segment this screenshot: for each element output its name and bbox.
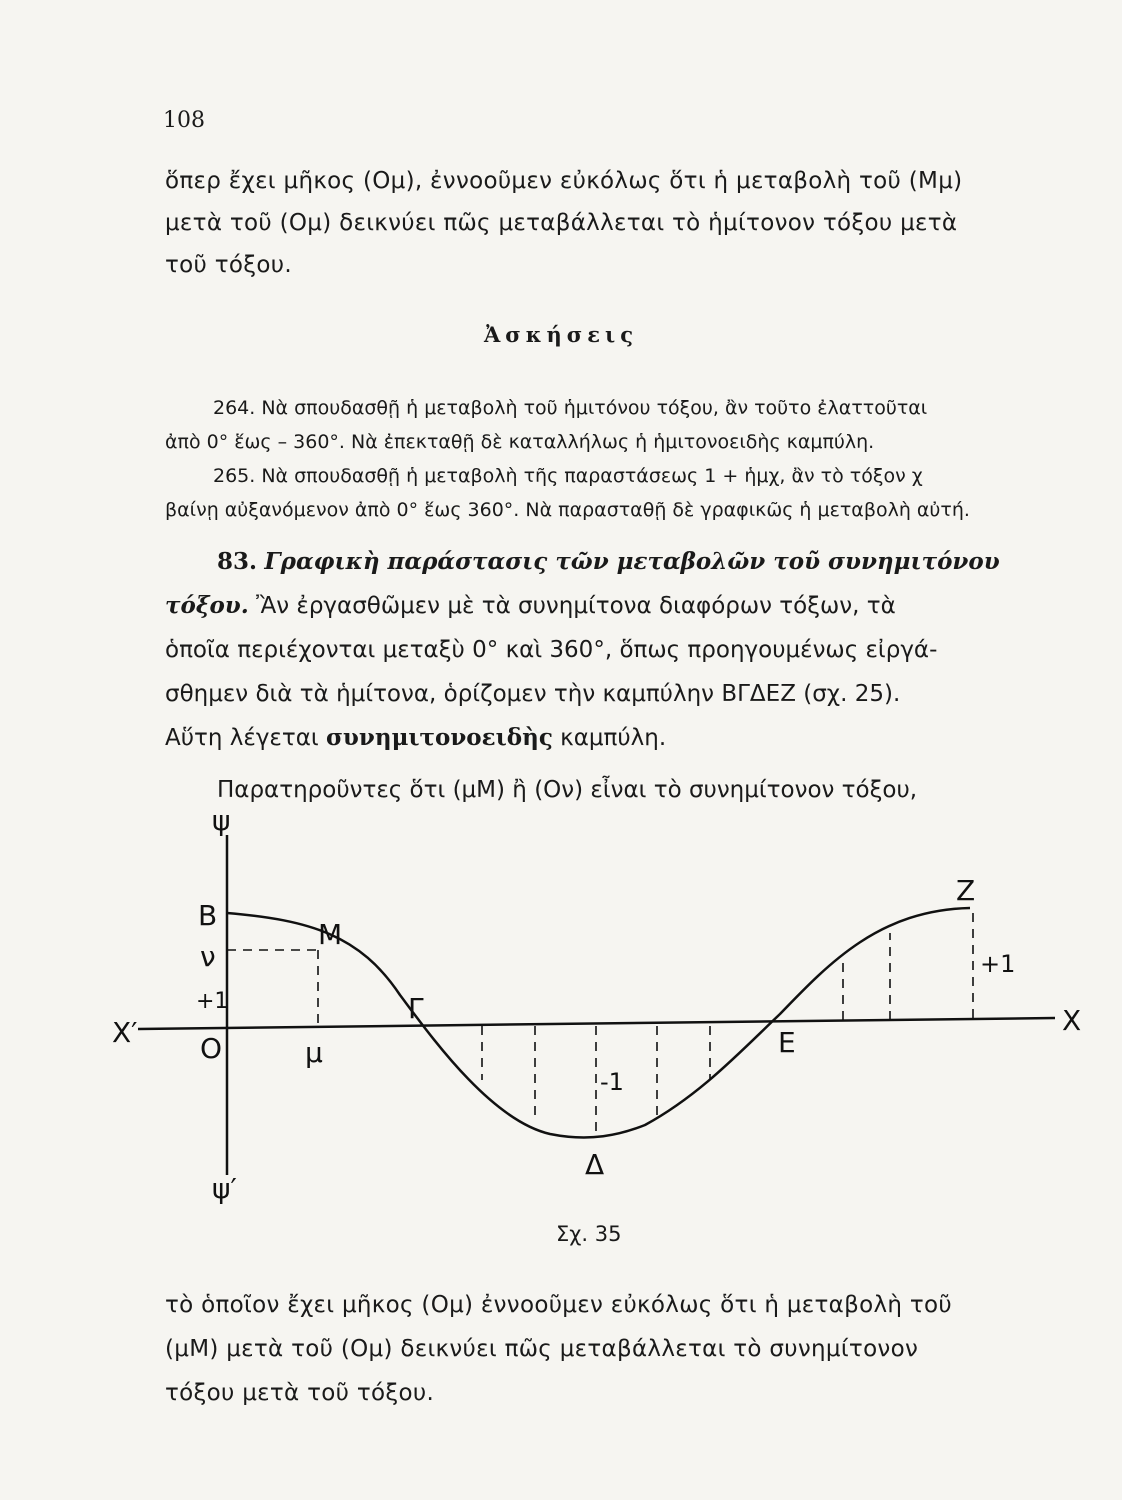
label-x-prime: X′: [112, 1016, 138, 1049]
section-83: [165, 540, 1037, 812]
label-plus-one-right: +1: [980, 950, 1016, 978]
conclusion-paragraph: [165, 1283, 1045, 1415]
label-origin: Ο: [200, 1032, 223, 1065]
figure-caption: Σχ. 35: [556, 1222, 622, 1246]
label-x: X: [1062, 1004, 1082, 1037]
conclusion-line-1: τὸ ὁποῖον ἔχει μῆκος (Ομ) ἐννοοῦμεν εὐκόλως ὅτι ἡ μεταβολὴ τοῦ: [165, 1292, 953, 1318]
label-nu: ν: [200, 940, 216, 973]
exercise-265-line-2: βαίνῃ αὐξανόμενον ἀπὸ 0° ἕως 360°. Νὰ παρασταθῇ δὲ γραφικῶς ἡ μεταβολὴ αὐτή.: [165, 499, 970, 521]
page-number: 108: [163, 108, 205, 133]
label-b: Β: [198, 899, 218, 932]
label-psi: ψ: [212, 804, 231, 837]
intro-paragraph: [165, 160, 1037, 286]
label-epsilon: Ε: [778, 1026, 796, 1059]
section-title-part-2: τόξου.: [165, 592, 249, 619]
section-text-4c: καμπύλη.: [552, 725, 667, 751]
exercise-265-line-1: 265. Νὰ σπουδασθῇ ἡ μεταβολὴ τῆς παραστάσεως 1 + ἡμχ, ἂν τὸ τόξον χ: [213, 465, 923, 487]
section-title-part-1: Γραφικὴ παράστασις τῶν μεταβολῶν τοῦ συνημιτόνου: [264, 548, 1000, 575]
label-zeta: Ζ: [956, 874, 976, 907]
exercises-heading: Ἀσκήσεις: [484, 322, 638, 347]
label-delta: Δ: [585, 1148, 605, 1181]
section-text-2: ὁποῖα περιέχονται μεταξὺ 0° καὶ 360°, ὅπως προηγουμένως εἰργά-: [165, 637, 938, 663]
exercises-list: [165, 391, 1037, 527]
section-text-3: σθημεν διὰ τὰ ἡμίτονα, ὁρίζομεν τὴν καμπύλην ΒΓΔΕΖ (σχ. 25).: [165, 681, 901, 707]
label-minus-one: -1: [600, 1068, 624, 1096]
section-number: 83.: [217, 548, 258, 575]
term-cosine-curve: συνημιτονοειδὴς: [325, 724, 553, 751]
intro-line-3: τοῦ τόξου.: [165, 252, 292, 278]
label-gamma: Γ: [408, 992, 424, 1025]
conclusion-line-3: τόξου μετὰ τοῦ τόξου.: [165, 1380, 435, 1406]
section-text-4a: Αὕτη λέγεται: [165, 725, 326, 751]
label-m: Μ: [318, 918, 343, 951]
conclusion-line-2: (μΜ) μετὰ τοῦ (Ομ) δεικνύει πῶς μεταβάλλεται τὸ συνημίτονον: [165, 1336, 919, 1362]
intro-line-1: ὅπερ ἔχει μῆκος (Ομ), ἐννοοῦμεν εὐκόλως ὅτι ἡ μεταβολὴ τοῦ (Μμ): [165, 168, 963, 194]
exercise-264-line-1: 264. Νὰ σπουδασθῇ ἡ μεταβολὴ τοῦ ἡμιτόνου τόξου, ἂν τοῦτο ἐλαττοῦται: [213, 397, 928, 419]
label-psi-prime: ψ′: [212, 1172, 237, 1205]
label-plus-one-left: +1: [196, 989, 229, 1014]
exercise-264-line-2: ἀπὸ 0° ἕως – 360°. Νὰ ἐπεκταθῇ δὲ καταλλήλως ἡ ἡμιτονοειδὴς καμπύλη.: [165, 431, 875, 453]
intro-line-2: μετὰ τοῦ (Ομ) δεικνύει πῶς μεταβάλλεται τὸ ἡμίτονον τόξου μετὰ: [165, 210, 958, 236]
section-text-1: Ἂν ἐργασθῶμεν μὲ τὰ συνημίτονα διαφόρων τόξων, τὰ: [256, 593, 896, 619]
cosine-curve-figure: [100, 790, 1100, 1210]
label-mu: μ: [305, 1036, 323, 1069]
section-text-5: Παρατηροῦντες ὅτι (μΜ) ἢ (Ον) εἶναι τὸ συνημίτονον τόξου,: [217, 777, 918, 803]
